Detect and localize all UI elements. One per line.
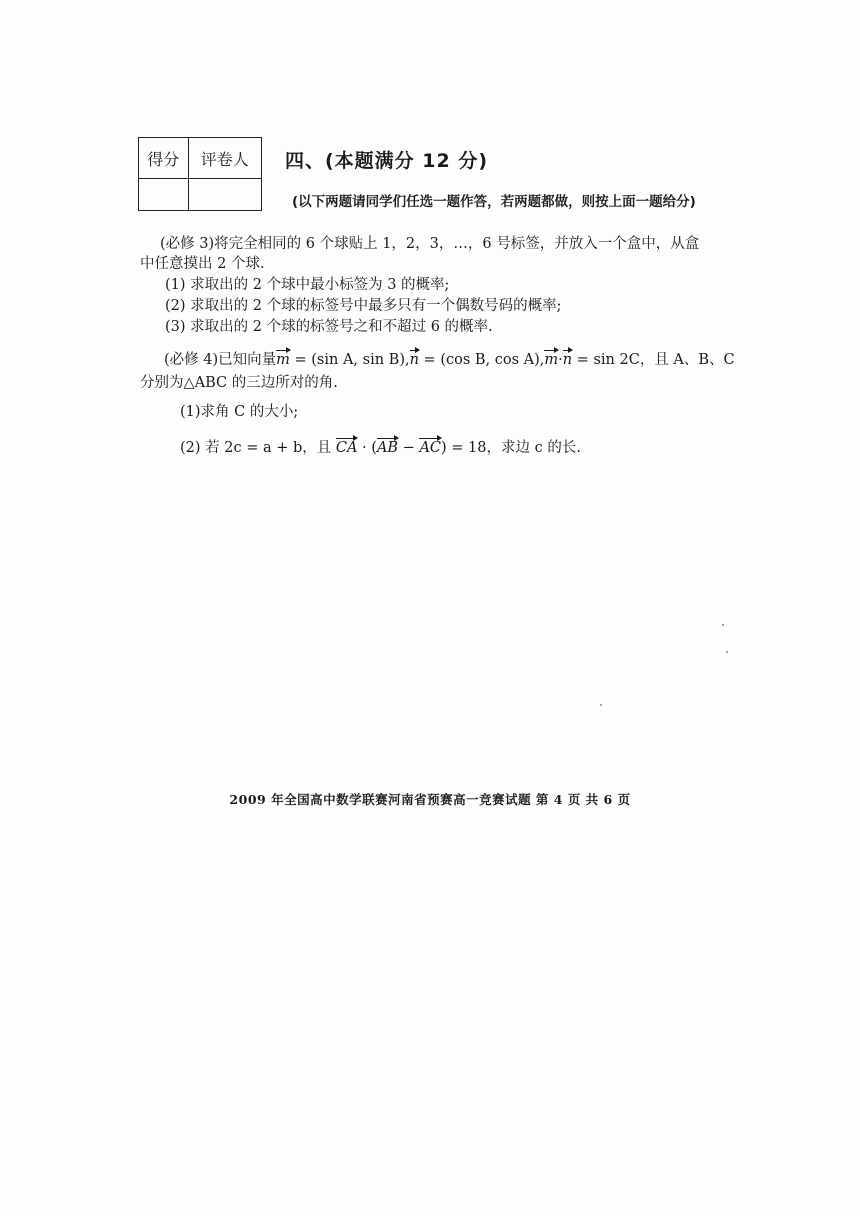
scan-speck [726, 651, 728, 653]
problem-b-intro: (必修 4)已知向量 [164, 352, 277, 368]
page-footer: 2009 年全国高中数学联赛河南省预赛高一竞赛试题 第 4 页 共 6 页 [229, 792, 631, 807]
vector-m: m [276, 352, 290, 368]
problem-b-line1 [164, 348, 735, 369]
vector-n-product: n [562, 352, 573, 368]
score-cell [139, 179, 189, 211]
section-title: 四、(本题满分 12 分) [285, 150, 489, 172]
vector-ac: AC [419, 440, 442, 456]
vector-ab: AB [376, 440, 399, 456]
vector-m-value: = (sin A, sin B), [289, 352, 410, 368]
grader-label: 评卷人 [188, 138, 262, 179]
vector-n-value: = (cos B, cos A), [418, 352, 545, 368]
problem-a-line1: (必修 3)将完全相同的 6 个球贴上 1，2，3，…，6 号标签，并放入一个盒中，从盒 [160, 236, 700, 252]
problem-b-question1: (1)求角 C 的大小; [180, 404, 299, 420]
product-value: = sin 2C，且 A、B、C [572, 352, 735, 368]
question2-prefix: (2) 若 2c = a + b，且 [180, 440, 336, 456]
question2-suffix: ) = 18，求边 c 的长. [441, 440, 581, 456]
question2-mid: · ( [357, 440, 377, 456]
vector-n: n [409, 352, 419, 368]
vector-ca: CA [335, 440, 358, 456]
score-label: 得分 [139, 138, 189, 179]
grader-cell [188, 179, 262, 211]
minus-operator: − [398, 440, 420, 456]
problem-b-line2: 分别为△ABC 的三边所对的角. [140, 375, 338, 391]
problem-a-question3: (3) 求取出的 2 个球的标签号之和不超过 6 的概率. [165, 319, 493, 335]
score-table [138, 137, 262, 211]
problem-a-question2: (2) 求取出的 2 个球的标签号中最多只有一个偶数号码的概率; [165, 298, 562, 314]
scan-speck [600, 704, 602, 706]
problem-a-line2: 中任意摸出 2 个球. [140, 256, 265, 272]
problem-a-question1: (1) 求取出的 2 个球中最小标签为 3 的概率; [165, 277, 450, 293]
dot-operator: · [558, 352, 563, 368]
problem-b-question2 [180, 436, 581, 457]
vector-m-product: m [544, 352, 559, 368]
scan-speck [722, 624, 724, 626]
section-note: (以下两题请同学们任选一题作答，若两题都做，则按上面一题给分) [292, 194, 696, 210]
